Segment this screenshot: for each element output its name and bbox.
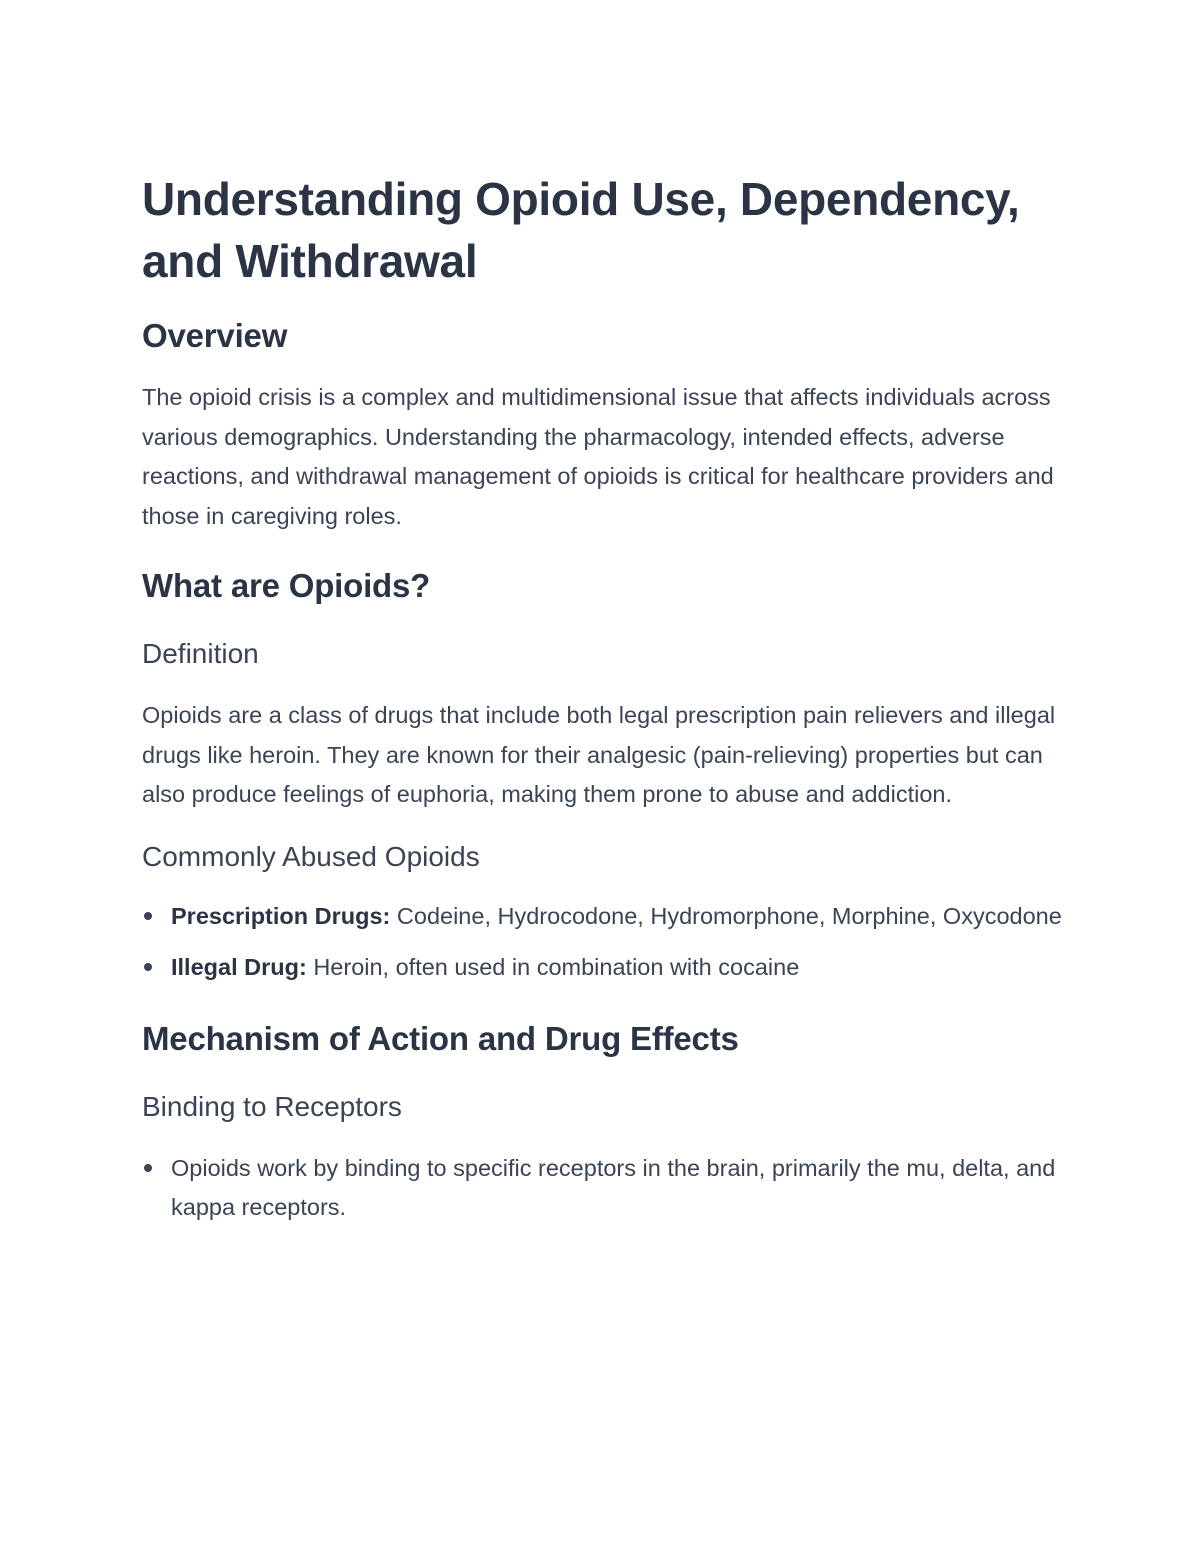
binding-heading: Binding to Receptors: [142, 1090, 402, 1122]
what-are-opioids-heading: What are Opioids?: [142, 567, 431, 604]
list-item-text: Opioids work by binding to specific receptors in the brain, primarily the mu, delta, and kappa receptors.: [171, 1154, 1056, 1220]
commonly-abused-list: [142, 897, 1062, 988]
binding-list: [142, 1149, 1062, 1228]
list-item: [142, 897, 1062, 937]
commonly-abused-heading: Commonly Abused Opioids: [142, 840, 480, 872]
overview-heading: Overview: [142, 317, 288, 354]
list-item-text: Heroin, often used in combination with cocaine: [306, 954, 800, 980]
definition-heading: Definition: [142, 638, 259, 669]
definition-paragraph: Opioids are a class of drugs that include both legal prescription pain relievers and illegal drugs like heroin. They are known for their analgesic (pain-relieving) properties but can also produce feelings of euphoria, making them prone to abuse and addiction.: [142, 702, 1056, 807]
list-item: [142, 948, 1062, 988]
bullet-icon: [144, 1164, 152, 1172]
page-title: Understanding Opioid Use, Dependency, and Withdrawal: [142, 173, 1020, 287]
mechanism-heading: Mechanism of Action and Drug Effects: [142, 1019, 739, 1057]
overview-paragraph: The opioid crisis is a complex and multidimensional issue that affects individuals across various demographics. Understanding the pharmacology, intended effects, adverse reactions, and withdrawal management of opioids is critical for healthcare providers and those in caregiving roles.: [142, 384, 1054, 529]
bullet-icon: [144, 912, 152, 920]
list-item-text: Codeine, Hydrocodone, Hydromorphone, Morphine, Oxycodone: [390, 902, 1062, 929]
list-item-label: Prescription Drugs:: [171, 902, 391, 929]
document-page: [142, 168, 1062, 1228]
bullet-icon: [144, 963, 152, 971]
list-item: [142, 1149, 1062, 1228]
list-item-label: Illegal Drug:: [171, 954, 307, 980]
